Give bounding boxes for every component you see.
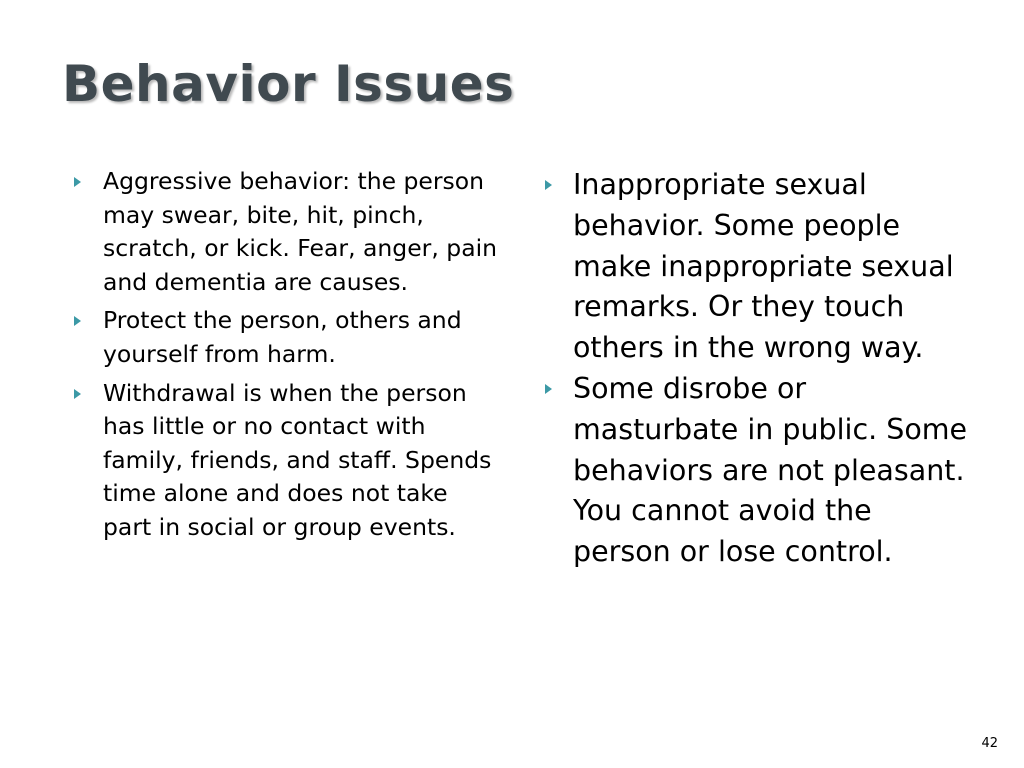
bullet-text: Aggressive behavior: the person may swear, bite, hit, pinch, scratch, or kick. Fear, anger, pain and dementia are causes. [103, 167, 498, 296]
triangle-right-icon [74, 316, 81, 326]
bullet-item [74, 165, 499, 299]
slide-number: 42 [981, 736, 998, 751]
bullet-text: Some disrobe or masturbate in public. Some behaviors are not pleasant. You cannot avoid the person or lose control. [573, 371, 968, 569]
bullet-text: Withdrawal is when the person has little or no contact with family, friends, and staff. Spends time alone and does not take part in social or group events. [103, 378, 492, 541]
bullet-item [545, 165, 975, 369]
slide-title: Behavior Issues [62, 55, 515, 113]
bullet-text: Protect the person, others and yourself from harm. [103, 306, 462, 368]
triangle-right-icon [545, 180, 552, 190]
bullet-item [545, 369, 975, 573]
left-bullet-list [74, 165, 499, 550]
right-bullet-list [545, 165, 975, 573]
bullet-item [74, 304, 499, 371]
triangle-right-icon [74, 389, 81, 399]
bullet-item [74, 377, 499, 545]
bullet-text: Inappropriate sexual behavior. Some people make inappropriate sexual remarks. Or they touch others in the wrong way. [573, 168, 954, 365]
triangle-right-icon [545, 384, 552, 394]
triangle-right-icon [74, 177, 81, 187]
